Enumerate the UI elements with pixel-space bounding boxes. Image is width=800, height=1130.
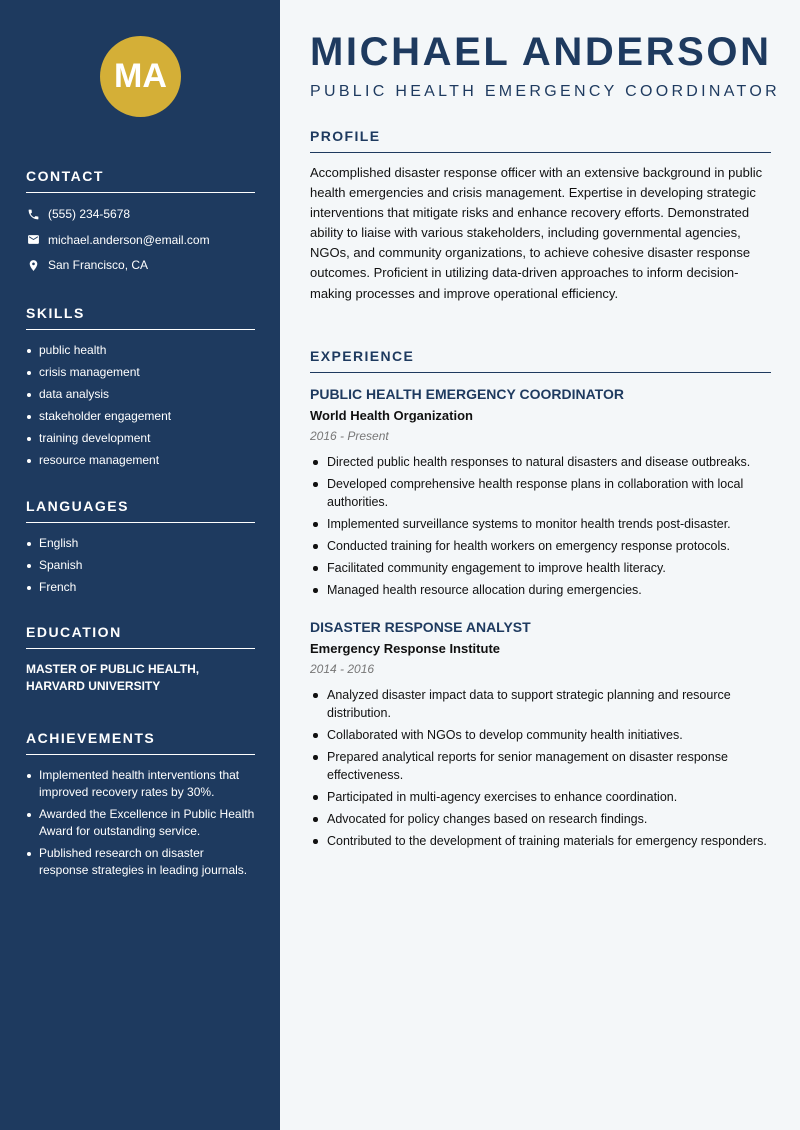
skills-section	[26, 305, 255, 474]
contact-location	[26, 256, 255, 274]
phone-text: (555) 234-5678	[48, 207, 131, 221]
contact-heading: CONTACT	[26, 168, 255, 193]
job-bullet: Prepared analytical reports for senior management on disaster response effectiveness.	[310, 748, 772, 784]
job-bullet: Developed comprehensive health response plans in collaboration with local authorities.	[310, 475, 772, 511]
job-bullet: Conducted training for health workers on emergency response protocols.	[310, 537, 772, 555]
job-bullet: Analyzed disaster impact data to support strategic planning and resource distribution.	[310, 686, 772, 722]
job-bullet: Directed public health responses to natural disasters and disease outbreaks.	[310, 453, 772, 471]
languages-section	[26, 498, 255, 601]
job-company: World Health Organization	[310, 408, 473, 423]
job-bullets	[310, 686, 772, 850]
job-bullet: Contributed to the development of training materials for emergency responders.	[310, 832, 772, 850]
avatar-initials: MA	[114, 57, 167, 95]
education-heading: EDUCATION	[26, 624, 255, 649]
languages-heading: LANGUAGES	[26, 498, 255, 523]
skills-list	[26, 342, 255, 469]
language-item: French	[26, 579, 255, 596]
job-entry	[310, 386, 772, 603]
sidebar	[0, 0, 280, 1130]
job-bullet: Implemented surveillance systems to monitor health trends post-disaster.	[310, 515, 772, 533]
email-icon	[26, 233, 40, 247]
phone-icon	[26, 207, 40, 221]
achievement-item: Published research on disaster response strategies in leading journals.	[26, 845, 255, 879]
job-dates: 2016 - Present	[310, 429, 389, 443]
contact-phone	[26, 205, 255, 223]
location-pin-icon	[26, 258, 40, 272]
skill-item: crisis management	[26, 364, 255, 381]
achievements-list	[26, 767, 255, 879]
job-bullet: Facilitated community engagement to improve health literacy.	[310, 559, 772, 577]
achievement-item: Implemented health interventions that improved recovery rates by 30%.	[26, 767, 255, 801]
contact-email	[26, 231, 255, 249]
language-item: Spanish	[26, 557, 255, 574]
skills-heading: SKILLS	[26, 305, 255, 330]
education-degree: MASTER OF PUBLIC HEALTH, HARVARD UNIVERSITY	[26, 662, 200, 693]
job-bullet: Collaborated with NGOs to develop community health initiatives.	[310, 726, 772, 744]
skill-item: resource management	[26, 452, 255, 469]
job-dates: 2014 - 2016	[310, 662, 375, 676]
job-bullet: Advocated for policy changes based on research findings.	[310, 810, 772, 828]
job-title: DISASTER RESPONSE ANALYST	[310, 619, 531, 635]
profile-heading: PROFILE	[310, 128, 771, 153]
email-text: michael.anderson@email.com	[48, 232, 210, 247]
skill-item: data analysis	[26, 386, 255, 403]
language-item: English	[26, 535, 255, 552]
location-text: San Francisco, CA	[48, 258, 149, 272]
achievements-heading: ACHIEVEMENTS	[26, 730, 255, 755]
job-bullets	[310, 453, 772, 599]
achievements-section	[26, 730, 255, 884]
avatar	[100, 36, 181, 117]
languages-list	[26, 535, 255, 596]
job-bullet: Managed health resource allocation during emergencies.	[310, 581, 772, 599]
candidate-name: MICHAEL ANDERSON	[310, 30, 772, 74]
profile-text: Accomplished disaster response officer with an extensive background in public health emergencies and crisis management. Expertise in developing strategic interventions that mitigate risks and enhance recovery efforts. Demonstrated ability to liaise with various stakeholders, including governmental agencies, NGOs, and community organizations, to achieve cohesive disaster response outcomes. Proficient in utilizing data-driven approaches to inform decision-making processes and improve operational efficiency.	[310, 165, 763, 301]
job-title: PUBLIC HEALTH EMERGENCY COORDINATOR	[310, 386, 624, 402]
job-bullet: Participated in multi-agency exercises to enhance coordination.	[310, 788, 772, 806]
education-section	[26, 624, 255, 695]
skill-item: training development	[26, 430, 255, 447]
candidate-title: PUBLIC HEALTH EMERGENCY COORDINATOR	[310, 83, 780, 100]
skill-item: public health	[26, 342, 255, 359]
skill-item: stakeholder engagement	[26, 408, 255, 425]
contact-section	[26, 168, 255, 282]
achievement-item: Awarded the Excellence in Public Health Award for outstanding service.	[26, 806, 255, 840]
job-entry	[310, 619, 772, 854]
job-company: Emergency Response Institute	[310, 641, 500, 656]
experience-heading: EXPERIENCE	[310, 348, 771, 373]
